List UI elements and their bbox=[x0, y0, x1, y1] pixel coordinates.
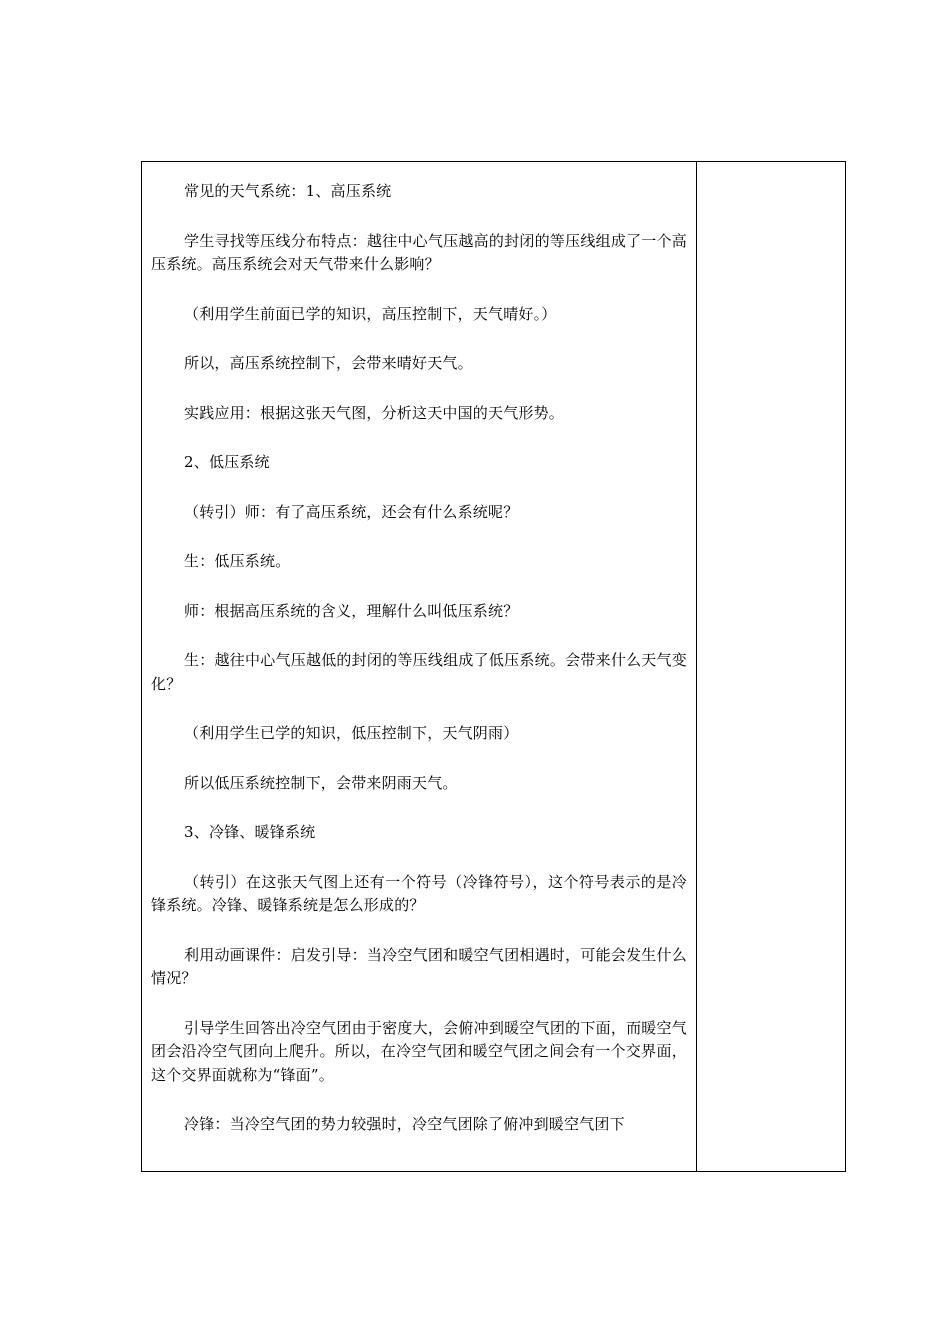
paragraph-student-answer: 生：低压系统。 bbox=[184, 552, 291, 570]
lesson-table bbox=[141, 161, 846, 1172]
paragraph-cold-front: 冷锋：当冷空气团的势力较强时，冷空气团除了俯冲到暖空气团下 bbox=[184, 1115, 625, 1133]
paragraph-animation: 利用动画课件：启发引导：当冷空气团和暖空气团相遇时，可能会发生什么情况？ bbox=[151, 945, 687, 987]
paragraph-low-pressure-note: （利用学生已学的知识，低压控制下，天气阴雨） bbox=[184, 724, 519, 742]
paragraph-low-pressure-heading: 2、低压系统 bbox=[184, 453, 270, 471]
paragraph-isobar-features: 学生寻找等压线分布特点：越往中心气压越高的封闭的等压线组成了一个高压系统。高压系统会对天气带来什么影响？ bbox=[151, 231, 687, 273]
lesson-content-cell bbox=[142, 162, 696, 1171]
paragraph-teacher-question: （转引）师：有了高压系统，还会有什么系统呢？ bbox=[184, 502, 519, 521]
paragraph-low-pressure-conclusion: 所以低压系统控制下，会带来阴雨天气。 bbox=[184, 773, 458, 792]
paragraph-common-systems: 常见的天气系统：1、高压系统 bbox=[184, 182, 392, 200]
paragraph-high-pressure-conclusion: 所以，高压系统控制下，会带来晴好天气。 bbox=[184, 354, 473, 372]
paragraph-teacher-define: 师：根据高压系统的含义，理解什么叫低压系统？ bbox=[184, 601, 519, 620]
notes-cell bbox=[697, 162, 845, 1171]
paragraph-front-surface: 引导学生回答出冷空气团由于密度大，会俯冲到暖空气团的下面，而暖空气团会沿冷空气团向上爬升。所以，在冷空气团和暖空气团之间会有一个交界面，这个交界面就称为“锋面”。 bbox=[151, 1018, 687, 1084]
paragraph-high-pressure-note: （利用学生前面已学的知识，高压控制下，天气晴好。） bbox=[184, 304, 557, 323]
paragraph-cold-front-symbol: （转引）在这张天气图上还有一个符号（冷锋符号），这个符号表示的是冷锋系统。冷锋、暖锋系统是怎么形成的？ bbox=[151, 872, 687, 914]
paragraph-front-heading: 3、冷锋、暖锋系统 bbox=[184, 823, 316, 841]
lesson-text bbox=[151, 180, 687, 1137]
paragraph-practice: 实践应用：根据这张天气图，分析这天中国的天气形势。 bbox=[184, 403, 565, 422]
paragraph-low-pressure-definition: 生：越往中心气压越低的封闭的等压线组成了低压系统。会带来什么天气变化？ bbox=[151, 651, 687, 693]
